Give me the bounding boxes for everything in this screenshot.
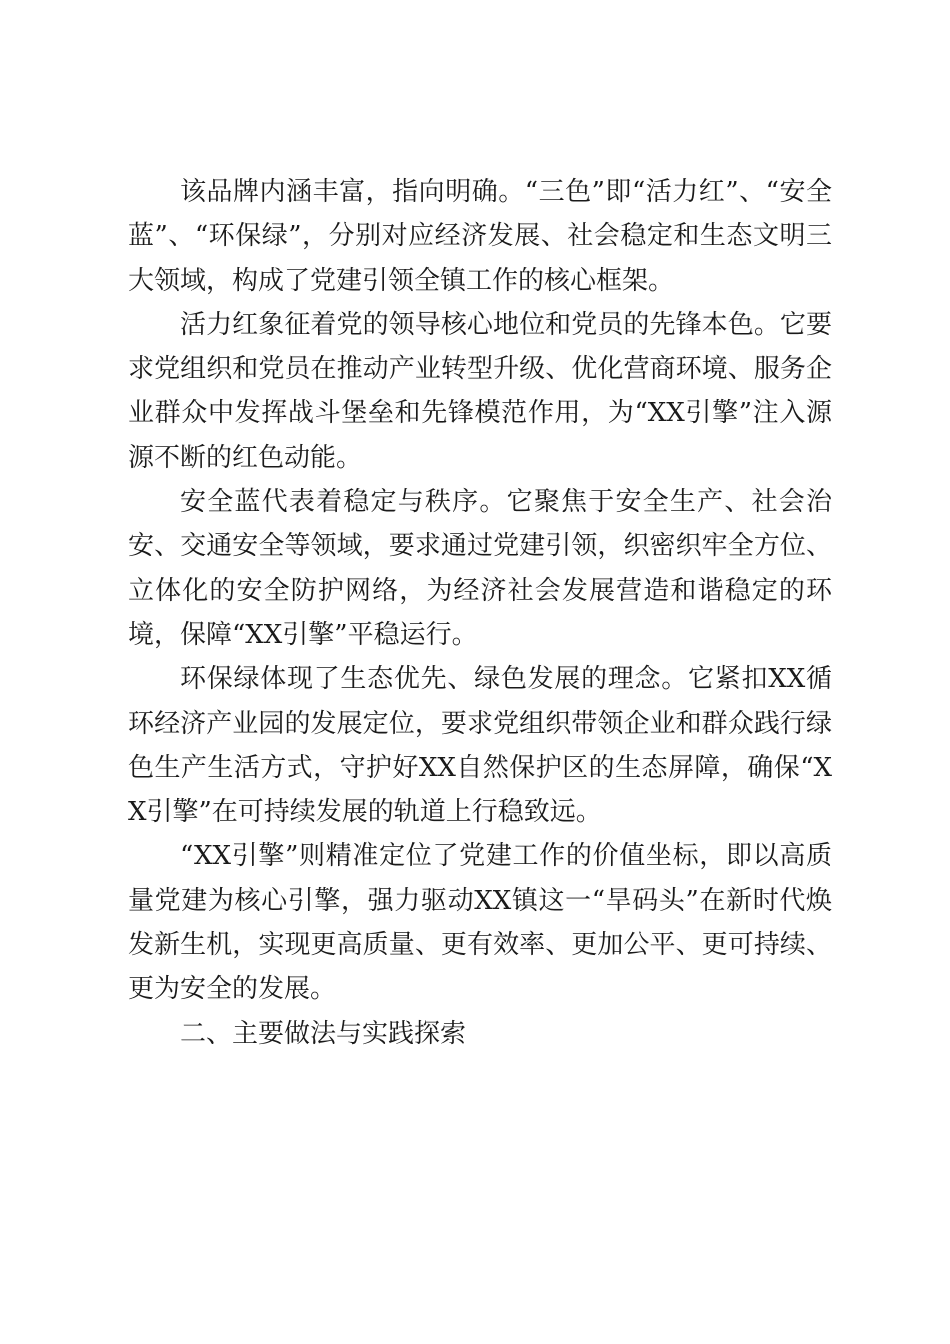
paragraph-vitality-red: 活力红象征着党的领导核心地位和党员的先锋本色。它要求党组织和党员在推动产业转型升级、优化营商环境、服务企业群众中发挥战斗堡垒和先锋模范作用，为“XX引擎”注入源源不断的红色动能。	[128, 309, 832, 473]
paragraph-eco-green: 环保绿体现了生态优先、绿色发展的理念。它紧扣XX循环经济产业园的发展定位，要求党组织带领企业和群众践行绿色生产生活方式，守护好XX自然保护区的生态屏障，确保“XX引擎”在可持续发展的轨道上行稳致远。	[128, 664, 832, 828]
section-heading: 二、主要做法与实践探索	[180, 1018, 467, 1049]
paragraph-xx-engine: “XX引擎”则精准定位了党建工作的价值坐标，即以高质量党建为核心引擎，强力驱动XX镇这一“旱码头”在新时代焕发新生机，实现更高质量、更有效率、更加公平、更可持续、更为安全的发展。	[128, 841, 832, 1005]
paragraph-brand-meaning: 该品牌内涵丰富，指向明确。“三色”即“活力红”、“安全蓝”、“环保绿”，分别对应经济发展、社会稳定和生态文明三大领域，构成了党建引领全镇工作的核心框架。	[128, 177, 832, 296]
document-body	[128, 170, 832, 1056]
paragraph-safety-blue: 安全蓝代表着稳定与秩序。它聚焦于安全生产、社会治安、交通安全等领域，要求通过党建引领，织密织牢全方位、立体化的安全防护网络，为经济社会发展营造和谐稳定的环境，保障“XX引擎”平稳运行。	[128, 487, 832, 650]
